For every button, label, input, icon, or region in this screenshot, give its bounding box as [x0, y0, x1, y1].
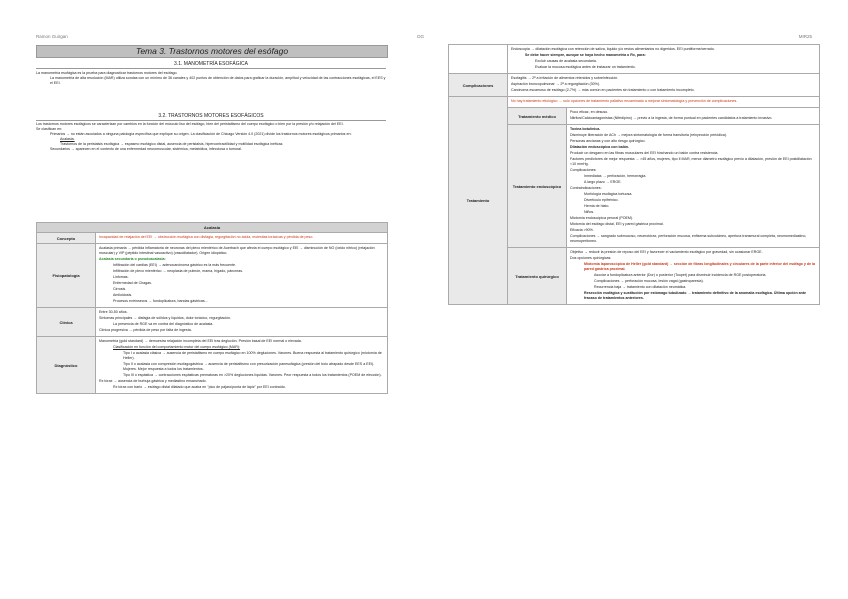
cell-text: Acalasia secundaria o pseudoacalasia:: [99, 257, 166, 261]
cell-text: Infiltración de plexo mientérico → neoplasia de pulmón, mama, hígado, páncreas.: [113, 269, 244, 273]
cell-text: Tipo II o acalasia con compresión esofagogástrica → ausencia de peristaltismo con presurización panesofágica (presión del bolo atrapado desde EES a EEI). Mujeres. Mejor respuesta a todos los tratamientos.: [123, 362, 375, 371]
table-row: [449, 74, 820, 97]
row-label: Tratamiento: [449, 97, 508, 305]
table-row: [449, 97, 820, 108]
cell-text: Nitritos/Calcioantagonistas (Nifedipino) → previo a la ingesta, de forma puntual en pacientes candidatos a tratamiento invasivo.: [570, 116, 773, 120]
cell-text: Rx tórax con bario → esófago distal dilatado que acaba en "pico de pájaro/punta de lápiz" por EEI contraído.: [113, 385, 286, 389]
cell-text: Factores predictores de mejor respuesta → >45 años, mujeres, tipo II MAR, menor diámetro esofágico previo a dilatación, presión de EEI postdilatación <10 mmHg.: [570, 157, 812, 166]
cell-text: Contraindicaciones:: [570, 186, 602, 190]
right-page: [424, 0, 848, 599]
cell-text: La presencia de RGE va en contra del diagnóstico de acalasia.: [113, 322, 214, 326]
cell-text: Aspiración broncopulmonar → 2ª a regurgitación (30%).: [511, 82, 601, 86]
paragraph: La manometría esofágica es la prueba para diagnosticar trastornos motores del esófago.: [36, 71, 178, 75]
row-label-empty: [449, 45, 508, 74]
row-label: Complicaciones: [449, 74, 508, 97]
header-author: Ramon Guirgan: [36, 34, 68, 39]
cell-text: Miotomía endoscópica peroral (POEM).: [570, 216, 634, 220]
row-label: Tratamiento quirúrgico: [508, 248, 567, 305]
cell-text: Excluir causas de acalasia secundaria.: [535, 59, 597, 63]
header-code: DG: [417, 34, 424, 39]
acalasia-table: [36, 222, 388, 394]
header-tag: MIR25: [798, 34, 812, 39]
cell-text: Linfomas.: [113, 275, 129, 279]
table-row: [37, 337, 388, 394]
cell-text: Amiloidosis.: [113, 293, 133, 297]
cell-text: Clínica progresiva → pérdida de peso por falta de ingesta.: [99, 328, 192, 332]
row-label: Concepto: [37, 233, 96, 244]
paragraph: Los trastornos motores esofágicos se caracterizan por cambios en la función del músculo liso del esófago, bien del peristaltismo del cuerpo esofágico o bien por la presión y/o relajación del EEI.: [36, 122, 344, 126]
row-label: Fisiopatología: [37, 244, 96, 308]
cell-text: Producir un desgarro en las fibras musculares del EEI hinchando un balón contra resistencia.: [570, 151, 719, 155]
cell-text: Recurrencia baja → tratamiento con dilatación neumática.: [594, 285, 687, 289]
cell-text: Eficacia >90%.: [570, 228, 594, 232]
cell-text: Complicaciones → sangrado submucoso, neumotórax, perforación mucosa, enfisema subcutáneo, apertura transmural completa, neumomediastino, neumoperitoneo.: [570, 234, 807, 243]
cell-text: Dos opciones quirúrgicas:: [570, 256, 612, 260]
section-trastornos-body: [36, 122, 386, 152]
table-row: [449, 45, 820, 74]
cell-text: Cirrosis.: [113, 287, 127, 291]
paragraph: Trastornos de la peristalsis esofágica → espasmo esofágico distal, ausencia de peristalsis, hipercontractilidad y motilidad esofágica ineficaz.: [60, 142, 284, 146]
cell-text: Síntomas principales → disfagia de sólidos y líquidos, dolor torácico, regurgitación.: [99, 316, 232, 320]
cell-text: Tipo III o espástica → contracciones espásticas prematuras en >20% degluciones líquidas. Varones. Peor respuesta a todos los tratamientos (POEM de elección).: [123, 373, 382, 377]
cell-text: Hernia de hiato.: [584, 204, 610, 208]
row-label: Diagnóstico: [37, 337, 96, 394]
section-manometria-body: [36, 71, 386, 86]
cell-text: Miotomía del esófago distal, EEI y pared gástrica proximal.: [570, 222, 664, 226]
section-heading-trastornos: 3.2. TRASTORNOS MOTORES ESOFÁGICOS: [36, 113, 386, 121]
cell-text: Acalasia primaria → pérdida inflamatoria de neuronas del plexo mientérico de Auerbach que afecta el cuerpo esofágico y EEI → disminución de NO (óxido nítrico) (relajación muscular) y VIP (péptido intestinal vasoactivo) (vasodilatador). Origen idiopático.: [99, 246, 375, 255]
cell-text: A largo plazo → ERGE.: [584, 180, 622, 184]
cell-text: Infiltración del cardias (EEI) → adenocarcinoma gástrico es la más frecuente.: [113, 263, 237, 267]
cell-text: Complicaciones → perforación mucosa, lesión vagal (gastroparesia).: [594, 279, 704, 283]
cell-text: Inmediatas → perforación, hemorragia.: [584, 174, 647, 178]
cell-text: Esofagitis → 2ª a irritación de alimentos retenidos y sobreinfección.: [511, 76, 619, 80]
cell-text: Dilatación endoscópica con balón.: [570, 145, 630, 149]
paragraph: Acalasia.: [60, 137, 75, 141]
cell-text: Se debe hacer siempre, aunque se haya hecho manometría o Rx, para:: [525, 53, 646, 57]
cell-text: Toxina botulínica.: [570, 127, 601, 131]
row-label: Tratamiento médico: [508, 108, 567, 125]
cell-text: Asociar a fundoplicatura anterior (Dor) o posterior (Toupet) para disminuir incidencia de RGE postoperatoria.: [594, 273, 767, 277]
paragraph: Se clasifican en:: [36, 127, 63, 131]
cell-text: Morfología esofágica tortuosa.: [584, 192, 633, 196]
table-row: [37, 233, 388, 244]
cell-text: Disminuye liberación de ACh → mejora sintomatología de forma transitoria (reinyección periódica).: [570, 133, 727, 137]
table-row: [37, 308, 388, 337]
acalasia-table-continued: [448, 44, 820, 305]
row-label: Tratamiento endoscópico: [508, 125, 567, 248]
cell-text: Entre 30-50 años.: [99, 310, 128, 314]
section-heading-manometria: 3.1. MANOMETRÍA ESOFÁGICA: [36, 61, 386, 69]
row-label: Clínica: [37, 308, 96, 337]
cell-text: Procesos extrínsecos → fundoplicatura, bandas gástricas...: [113, 299, 208, 303]
paragraph: Primarios → no están asociados a ninguna patología específica que explique su origen. La clasificación de Chicago Versión 4.0 (2021) divide los trastornos motores esofágicos primarios en:: [50, 132, 352, 136]
cell-text: Incapacidad de relajación del EEI → obstrucción esofágica con disfagia, regurgitación no ácida, molestias torácicas y pérdida de peso.: [99, 235, 314, 239]
cell-text: Personas ancianas y con alto riesgo quirúrgico.: [570, 139, 646, 143]
table-row: [37, 244, 388, 308]
cell-text: Enfermedad de Chagas.: [113, 281, 152, 285]
cell-text: Resección esofágica y sustitución por estómago tubulizado → tratamiento definitivo de la anomalía esofágica. Última opción ante fracaso de tratamientos anteriores.: [584, 291, 807, 300]
cell-text: Poco eficaz, en desuso.: [570, 110, 609, 114]
cell-text: Evaluar la mucosa esofágica antes de instaurar un tratamiento.: [535, 65, 636, 69]
cell-text: No hay tratamiento etiológico → solo opciones de tratamiento paliativo encaminado a mejorar sintomatología y prevención de complicaciones.: [511, 99, 738, 103]
paragraph: Secundarios → aparecen en el contexto de una enfermedad neuromuscular, sistémica, metabólica, infecciosa o tumoral.: [50, 147, 242, 151]
cell-text: Miotomía laparoscópica de Heller (gold standard) → sección de fibras longitudinales y circulares de la parte inferior del esófago y de la pared gástrica proximal.: [584, 262, 816, 271]
paragraph: La manometría de alta resolución (MAR) utiliza sondas con un mínimo de 36 canales y 402 puntos de obtención de datos para graficar la duración, amplitud y velocidad de las contracciones esofágicas, el EES y el EEI.: [50, 76, 386, 85]
cell-text: Complicaciones:: [570, 168, 597, 172]
cell-text: Divertículo epifrénico.: [584, 198, 619, 202]
cell-text: Rx tórax → ausencia de burbuja gástrica y mediastino ensanchado.: [99, 379, 207, 383]
cell-text: Carcinoma escamoso de esófago (2-7%) → más común en pacientes sin tratamiento o con tratamiento incompleto.: [511, 88, 695, 92]
cell-text: Tipo I o acalasia clásica → ausencia de peristaltismo en cuerpo esofágico en 100% degluciones. Varones. Buena respuesta al tratamiento quirúrgico (miotomía de Heller).: [123, 351, 382, 360]
table-header: Acalasia: [37, 223, 388, 233]
cell-text: Clasificación en función del comportamiento motor del cuerpo esofágico (MAR):: [113, 345, 241, 349]
page-title: Tema 3. Trastornos motores del esófago: [36, 45, 388, 58]
cell-text: Niños.: [584, 210, 595, 214]
cell-text: Endoscopia → dilatación esofágica con retención de saliva, líquido y/o restos alimentarios no digeridos. EEI puntiforme/cerrado.: [511, 47, 715, 51]
cell-text: Objetivo → reducir la presión de reposo del EEI y favorecer el vaciamiento esofágico por gravedad, sin ocasionar ERGE.: [570, 250, 763, 254]
cell-text: Manometría (gold standard) → demuestra relajación incompleta del EEI tras deglución. Presión basal de EEI normal o elevada.: [99, 339, 302, 343]
